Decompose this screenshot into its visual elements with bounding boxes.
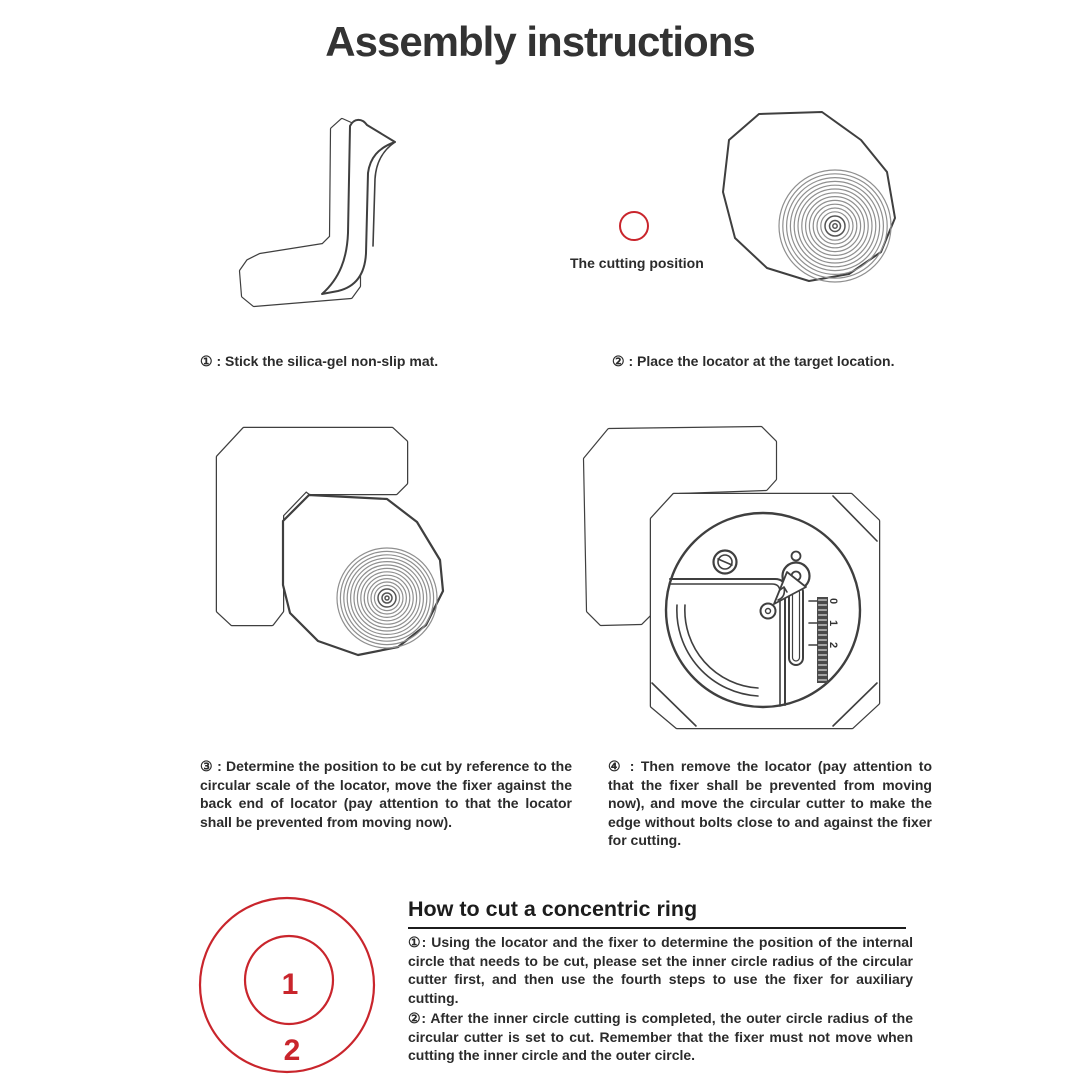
step4-caption: ④ : Then remove the locator (pay attention to that the fixer shall be prevented from moving now), and move the circular cutter to make the edge without bolts close to and against the fixer for cutting. [608, 758, 932, 848]
locator-illustration [703, 100, 903, 300]
step3-caption: ③ : Determine the position to be cut by reference to the circular scale of the locator, move the fixer against the back end of locator (pay attention to that the locator shall be prevented from moving now). [200, 758, 572, 830]
concentric-instruction-1: ①: Using the locator and the fixer to determine the position of the internal circle that needs to be cut, please set the inner circle radius of the circular cutter first, and then use the fourth steps to use the fixer for auxiliary cutting. [408, 934, 913, 1006]
concentric-instruction-2: ②: After the inner circle cutting is completed, the outer circle radius of the circular cutter is set to cut. Remember that the fixer must not move when cutting the inner circle and the outer circle. [408, 1010, 913, 1063]
step2-caption: ② : Place the locator at the target location. [612, 353, 895, 369]
page-title: Assembly instructions [325, 18, 755, 65]
section-heading: How to cut a concentric ring [408, 897, 906, 929]
ruler-label-1: 1 [827, 619, 839, 627]
ruler-label-2: 2 [827, 641, 839, 649]
ruler-label-0: 0 [827, 597, 839, 605]
silica-gel-mat-illustration [210, 98, 452, 326]
liner-curve-line [373, 142, 395, 246]
cutting-position-marker [619, 211, 649, 241]
outer-ring-number: 2 [283, 1034, 301, 1067]
step1-caption: ① : Stick the silica-gel non-slip mat. [200, 353, 439, 369]
concentric-ring-diagram [190, 888, 390, 1080]
cutting-position-label: The cutting position [570, 255, 704, 271]
inner-ring-number: 1 [281, 968, 299, 1001]
mat-and-locator-illustration [195, 413, 475, 678]
circular-cutter-illustration [575, 415, 895, 750]
